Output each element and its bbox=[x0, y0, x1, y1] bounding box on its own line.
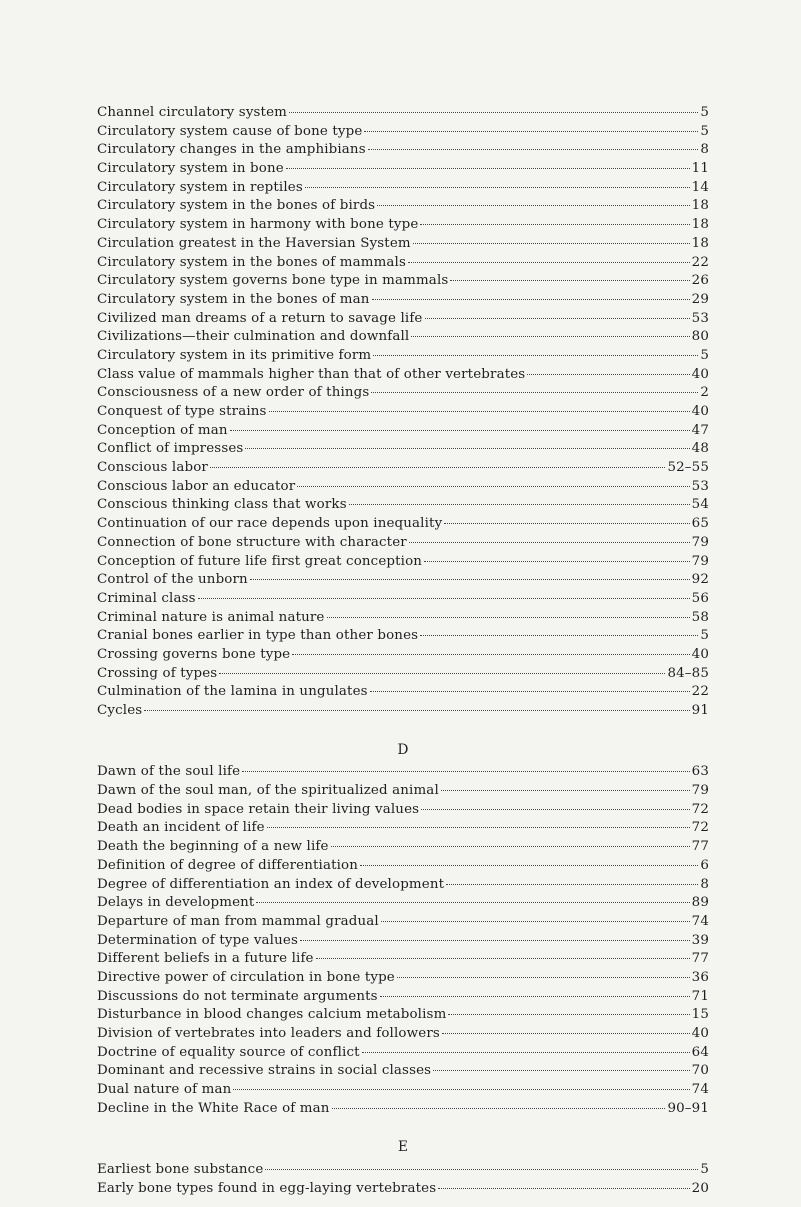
dot-leader bbox=[381, 921, 690, 922]
index-entry bbox=[97, 782, 709, 801]
entry-term: Consciousness of a new order of things bbox=[97, 385, 370, 401]
entry-term: Conscious labor bbox=[97, 460, 208, 476]
index-entry bbox=[97, 913, 709, 932]
index-entry bbox=[97, 384, 709, 403]
index-entry bbox=[97, 969, 709, 988]
entry-term: Degree of differentiation an index of development bbox=[97, 876, 445, 892]
entry-term: Cranial bones earlier in type than other bones bbox=[97, 628, 419, 644]
entry-term: Circulatory system cause of bone type bbox=[97, 123, 363, 139]
entry-term: Cycles bbox=[97, 703, 143, 718]
entry-page-number: 18 bbox=[691, 198, 709, 214]
index-entry bbox=[97, 1025, 709, 1044]
entry-page-number: 6 bbox=[700, 857, 709, 873]
entry-page-number: 5 bbox=[700, 123, 709, 139]
entry-page-number: 56 bbox=[691, 590, 709, 606]
dot-leader bbox=[372, 299, 690, 300]
entry-page-number: 52–55 bbox=[667, 460, 709, 476]
index-entry bbox=[97, 366, 709, 385]
index-entry bbox=[97, 291, 709, 310]
entry-term: Disturbance in blood changes calcium metabolism bbox=[97, 1007, 447, 1023]
entry-term: Circulatory system in its primitive form bbox=[97, 347, 372, 363]
entry-term: Decline in the White Race of man bbox=[97, 1100, 330, 1116]
index-page bbox=[97, 104, 709, 1199]
entry-term: Circulatory system in the bones of birds bbox=[97, 198, 376, 214]
entry-term: Conscious labor an educator bbox=[97, 478, 296, 494]
entry-page-number: 40 bbox=[691, 646, 709, 662]
index-entry bbox=[97, 515, 709, 534]
entry-page-number: 15 bbox=[691, 1007, 709, 1023]
index-entry bbox=[97, 496, 709, 515]
entry-term: Crossing of types bbox=[97, 665, 218, 681]
index-entry bbox=[97, 590, 709, 609]
entry-term: Dead bodies in space retain their living values bbox=[97, 801, 420, 817]
entry-page-number: 90–91 bbox=[667, 1100, 709, 1116]
entry-page-number: 70 bbox=[691, 1063, 709, 1079]
entry-page-number: 79 bbox=[691, 783, 709, 799]
entry-term: Circulatory system in harmony with bone type bbox=[97, 217, 419, 233]
entry-page-number: 26 bbox=[691, 273, 709, 289]
entry-term: Circulatory system in bone bbox=[97, 161, 284, 177]
dot-leader bbox=[300, 940, 690, 941]
dot-leader bbox=[305, 187, 690, 188]
index-entry bbox=[97, 857, 709, 876]
entry-page-number: 77 bbox=[691, 839, 709, 855]
entry-term: Circulatory system in reptiles bbox=[97, 179, 303, 195]
dot-leader bbox=[297, 486, 689, 487]
entry-page-number: 89 bbox=[691, 895, 709, 911]
index-entry bbox=[97, 702, 709, 721]
dot-leader bbox=[332, 1108, 666, 1109]
dot-leader bbox=[360, 865, 698, 866]
index-entry bbox=[97, 534, 709, 553]
entry-page-number: 77 bbox=[691, 951, 709, 967]
dot-leader bbox=[289, 112, 698, 113]
entry-page-number: 74 bbox=[691, 1082, 709, 1098]
index-entry bbox=[97, 347, 709, 366]
entry-page-number: 65 bbox=[691, 516, 709, 532]
entry-page-number: 40 bbox=[691, 1026, 709, 1041]
index-entry bbox=[97, 627, 709, 646]
dot-leader bbox=[233, 1089, 689, 1090]
index-entry bbox=[97, 1044, 709, 1063]
dot-leader bbox=[245, 448, 689, 449]
dot-leader bbox=[267, 827, 690, 828]
entry-page-number: 92 bbox=[691, 572, 709, 588]
index-entry bbox=[97, 310, 709, 329]
index-entry bbox=[97, 328, 709, 347]
dot-leader bbox=[368, 149, 699, 150]
entry-page-number: 8 bbox=[700, 876, 709, 892]
entry-page-number: 22 bbox=[691, 684, 709, 700]
dot-leader bbox=[349, 504, 690, 505]
dot-leader bbox=[420, 224, 689, 225]
dot-leader bbox=[210, 467, 666, 468]
entry-term: Conflict of impresses bbox=[97, 441, 244, 457]
entry-page-number: 5 bbox=[700, 105, 709, 120]
index-entry bbox=[97, 763, 709, 782]
entry-term: Different beliefs in a future life bbox=[97, 951, 314, 967]
entry-page-number: 79 bbox=[691, 534, 709, 550]
entry-page-number: 91 bbox=[691, 703, 709, 718]
entry-term: Circulatory system in the bones of mammals bbox=[97, 254, 407, 270]
entry-page-number: 74 bbox=[691, 913, 709, 929]
dot-leader bbox=[408, 262, 690, 263]
entry-page-number: 18 bbox=[691, 217, 709, 233]
dot-leader bbox=[420, 635, 698, 636]
dot-leader bbox=[250, 579, 690, 580]
index-entry bbox=[97, 819, 709, 838]
index-entry bbox=[97, 571, 709, 590]
entry-page-number: 72 bbox=[691, 820, 709, 836]
entry-term: Dominant and recessive strains in social classes bbox=[97, 1063, 432, 1079]
entry-term: Dawn of the soul life bbox=[97, 764, 241, 780]
index-entry bbox=[97, 235, 709, 254]
dot-leader bbox=[409, 542, 690, 543]
entry-page-number: 39 bbox=[691, 932, 709, 948]
entry-page-number: 8 bbox=[700, 142, 709, 158]
dot-leader bbox=[397, 977, 690, 978]
entry-term: Criminal class bbox=[97, 590, 196, 606]
dot-leader bbox=[316, 958, 690, 959]
entry-page-number: 47 bbox=[691, 422, 709, 438]
index-entry bbox=[97, 876, 709, 895]
dot-leader bbox=[230, 430, 690, 431]
entry-term: Conquest of type strains bbox=[97, 404, 267, 419]
index-entry bbox=[97, 478, 709, 497]
entry-term: Division of vertebrates into leaders and followers bbox=[97, 1026, 440, 1041]
index-entry bbox=[97, 665, 709, 684]
section-letter: E bbox=[398, 1139, 408, 1156]
dot-leader bbox=[371, 392, 698, 393]
entry-term: Departure of man from mammal gradual bbox=[97, 913, 379, 929]
entry-page-number: 72 bbox=[691, 801, 709, 817]
index-entry bbox=[97, 179, 709, 198]
entry-page-number: 14 bbox=[691, 179, 709, 195]
index-entry bbox=[97, 272, 709, 291]
index-entry bbox=[97, 950, 709, 969]
entry-page-number: 5 bbox=[700, 1162, 709, 1178]
dot-leader bbox=[256, 902, 689, 903]
dot-leader bbox=[377, 205, 689, 206]
index-entry bbox=[97, 141, 709, 160]
entry-page-number: 18 bbox=[691, 235, 709, 251]
index-entry bbox=[97, 932, 709, 951]
entry-term: Circulatory system in the bones of man bbox=[97, 291, 370, 307]
entry-page-number: 58 bbox=[691, 609, 709, 625]
index-entry bbox=[97, 422, 709, 441]
index-entry bbox=[97, 894, 709, 913]
entry-term: Channel circulatory system bbox=[97, 105, 288, 120]
entry-term: Directive power of circulation in bone type bbox=[97, 969, 395, 985]
entry-term: Delays in development bbox=[97, 895, 255, 911]
entry-page-number: 20 bbox=[691, 1180, 709, 1196]
index-entry bbox=[97, 1161, 709, 1180]
entry-term: Class value of mammals higher than that of other vertebrates bbox=[97, 366, 526, 382]
entry-term: Civilizations—their culmination and downfall bbox=[97, 329, 410, 345]
entry-page-number: 29 bbox=[691, 291, 709, 307]
dot-leader bbox=[448, 1014, 689, 1015]
entry-page-number: 40 bbox=[691, 404, 709, 419]
entry-page-number: 5 bbox=[700, 628, 709, 644]
entry-page-number: 22 bbox=[691, 254, 709, 270]
entry-term: Criminal nature is animal nature bbox=[97, 609, 325, 625]
entry-term: Culmination of the lamina in ungulates bbox=[97, 684, 368, 700]
entry-term: Dawn of the soul man, of the spiritualized animal bbox=[97, 783, 439, 799]
entry-term: Conscious thinking class that works bbox=[97, 497, 347, 513]
dot-leader bbox=[144, 710, 689, 711]
section-letter: D bbox=[397, 741, 409, 758]
dot-leader bbox=[219, 673, 665, 674]
entry-term: Conception of future life first great conception bbox=[97, 553, 423, 569]
entry-page-number: 53 bbox=[691, 478, 709, 494]
dot-leader bbox=[438, 1188, 689, 1189]
dot-leader bbox=[424, 561, 690, 562]
entry-term: Determination of type values bbox=[97, 932, 298, 948]
dot-leader bbox=[380, 996, 690, 997]
entry-term: Connection of bone structure with character bbox=[97, 534, 407, 550]
dot-leader bbox=[425, 318, 690, 319]
dot-leader bbox=[411, 336, 689, 337]
entry-page-number: 79 bbox=[691, 553, 709, 569]
index-entry bbox=[97, 440, 709, 459]
index-entry bbox=[97, 254, 709, 273]
dot-leader bbox=[242, 771, 689, 772]
index-entry bbox=[97, 1062, 709, 1081]
index-entry bbox=[97, 459, 709, 478]
entry-term: Crossing governs bone type bbox=[97, 646, 291, 662]
index-entry bbox=[97, 104, 709, 123]
entry-page-number: 64 bbox=[691, 1044, 709, 1060]
dot-leader bbox=[441, 790, 690, 791]
index-entry bbox=[97, 1081, 709, 1100]
dot-leader bbox=[286, 168, 690, 169]
dot-leader bbox=[327, 617, 690, 618]
dot-leader bbox=[331, 846, 690, 847]
entry-term: Continuation of our race depends upon inequality bbox=[97, 516, 443, 532]
entry-page-number: 2 bbox=[700, 385, 709, 401]
entry-term: Definition of degree of differentiation bbox=[97, 857, 359, 873]
entry-page-number: 84–85 bbox=[667, 665, 709, 681]
index-entry bbox=[97, 160, 709, 179]
entry-term: Conception of man bbox=[97, 422, 228, 438]
entry-term: Control of the unborn bbox=[97, 572, 248, 588]
entry-term: Dual nature of man bbox=[97, 1082, 232, 1098]
dot-leader bbox=[362, 1052, 690, 1053]
dot-leader bbox=[433, 1070, 689, 1071]
dot-leader bbox=[198, 598, 690, 599]
index-entry bbox=[97, 1006, 709, 1025]
dot-leader bbox=[269, 411, 690, 412]
index-entry bbox=[97, 123, 709, 142]
dot-leader bbox=[373, 355, 698, 356]
index-entry bbox=[97, 1180, 709, 1199]
index-entry bbox=[97, 197, 709, 216]
entry-term: Early bone types found in egg-laying vertebrates bbox=[97, 1180, 437, 1196]
index-entry bbox=[97, 609, 709, 628]
entry-term: Doctrine of equality source of conflict bbox=[97, 1044, 360, 1060]
dot-leader bbox=[527, 374, 689, 375]
entry-term: Earliest bone substance bbox=[97, 1162, 264, 1178]
entry-term: Circulatory system governs bone type in mammals bbox=[97, 273, 449, 289]
entry-page-number: 36 bbox=[691, 969, 709, 985]
entry-page-number: 48 bbox=[691, 441, 709, 457]
index-entry bbox=[97, 216, 709, 235]
entry-page-number: 71 bbox=[691, 988, 709, 1004]
dot-leader bbox=[364, 131, 698, 132]
entry-term: Circulatory changes in the amphibians bbox=[97, 142, 366, 158]
entry-term: Discussions do not terminate arguments bbox=[97, 988, 378, 1004]
entry-page-number: 54 bbox=[691, 497, 709, 513]
entry-term: Circulation greatest in the Haversian System bbox=[97, 235, 411, 251]
dot-leader bbox=[370, 691, 690, 692]
index-entry bbox=[97, 403, 709, 422]
index-entry bbox=[97, 1100, 709, 1119]
entry-term: Civilized man dreams of a return to savage life bbox=[97, 310, 423, 326]
index-entry bbox=[97, 988, 709, 1007]
index-entry bbox=[97, 683, 709, 702]
index-entry bbox=[97, 801, 709, 820]
index-entry bbox=[97, 646, 709, 665]
dot-leader bbox=[292, 654, 689, 655]
entry-page-number: 80 bbox=[691, 329, 709, 345]
dot-leader bbox=[446, 884, 698, 885]
entry-page-number: 40 bbox=[691, 366, 709, 382]
dot-leader bbox=[450, 280, 689, 281]
dot-leader bbox=[442, 1033, 690, 1034]
index-entry bbox=[97, 838, 709, 857]
dot-leader bbox=[421, 809, 689, 810]
entry-page-number: 5 bbox=[700, 347, 709, 363]
entry-term: Death an incident of life bbox=[97, 820, 265, 836]
entry-term: Death the beginning of a new life bbox=[97, 839, 329, 855]
dot-leader bbox=[265, 1169, 698, 1170]
entry-page-number: 11 bbox=[691, 161, 709, 177]
entry-page-number: 63 bbox=[691, 764, 709, 780]
dot-leader bbox=[413, 243, 690, 244]
index-entry bbox=[97, 553, 709, 572]
entry-page-number: 53 bbox=[691, 310, 709, 326]
dot-leader bbox=[444, 523, 689, 524]
